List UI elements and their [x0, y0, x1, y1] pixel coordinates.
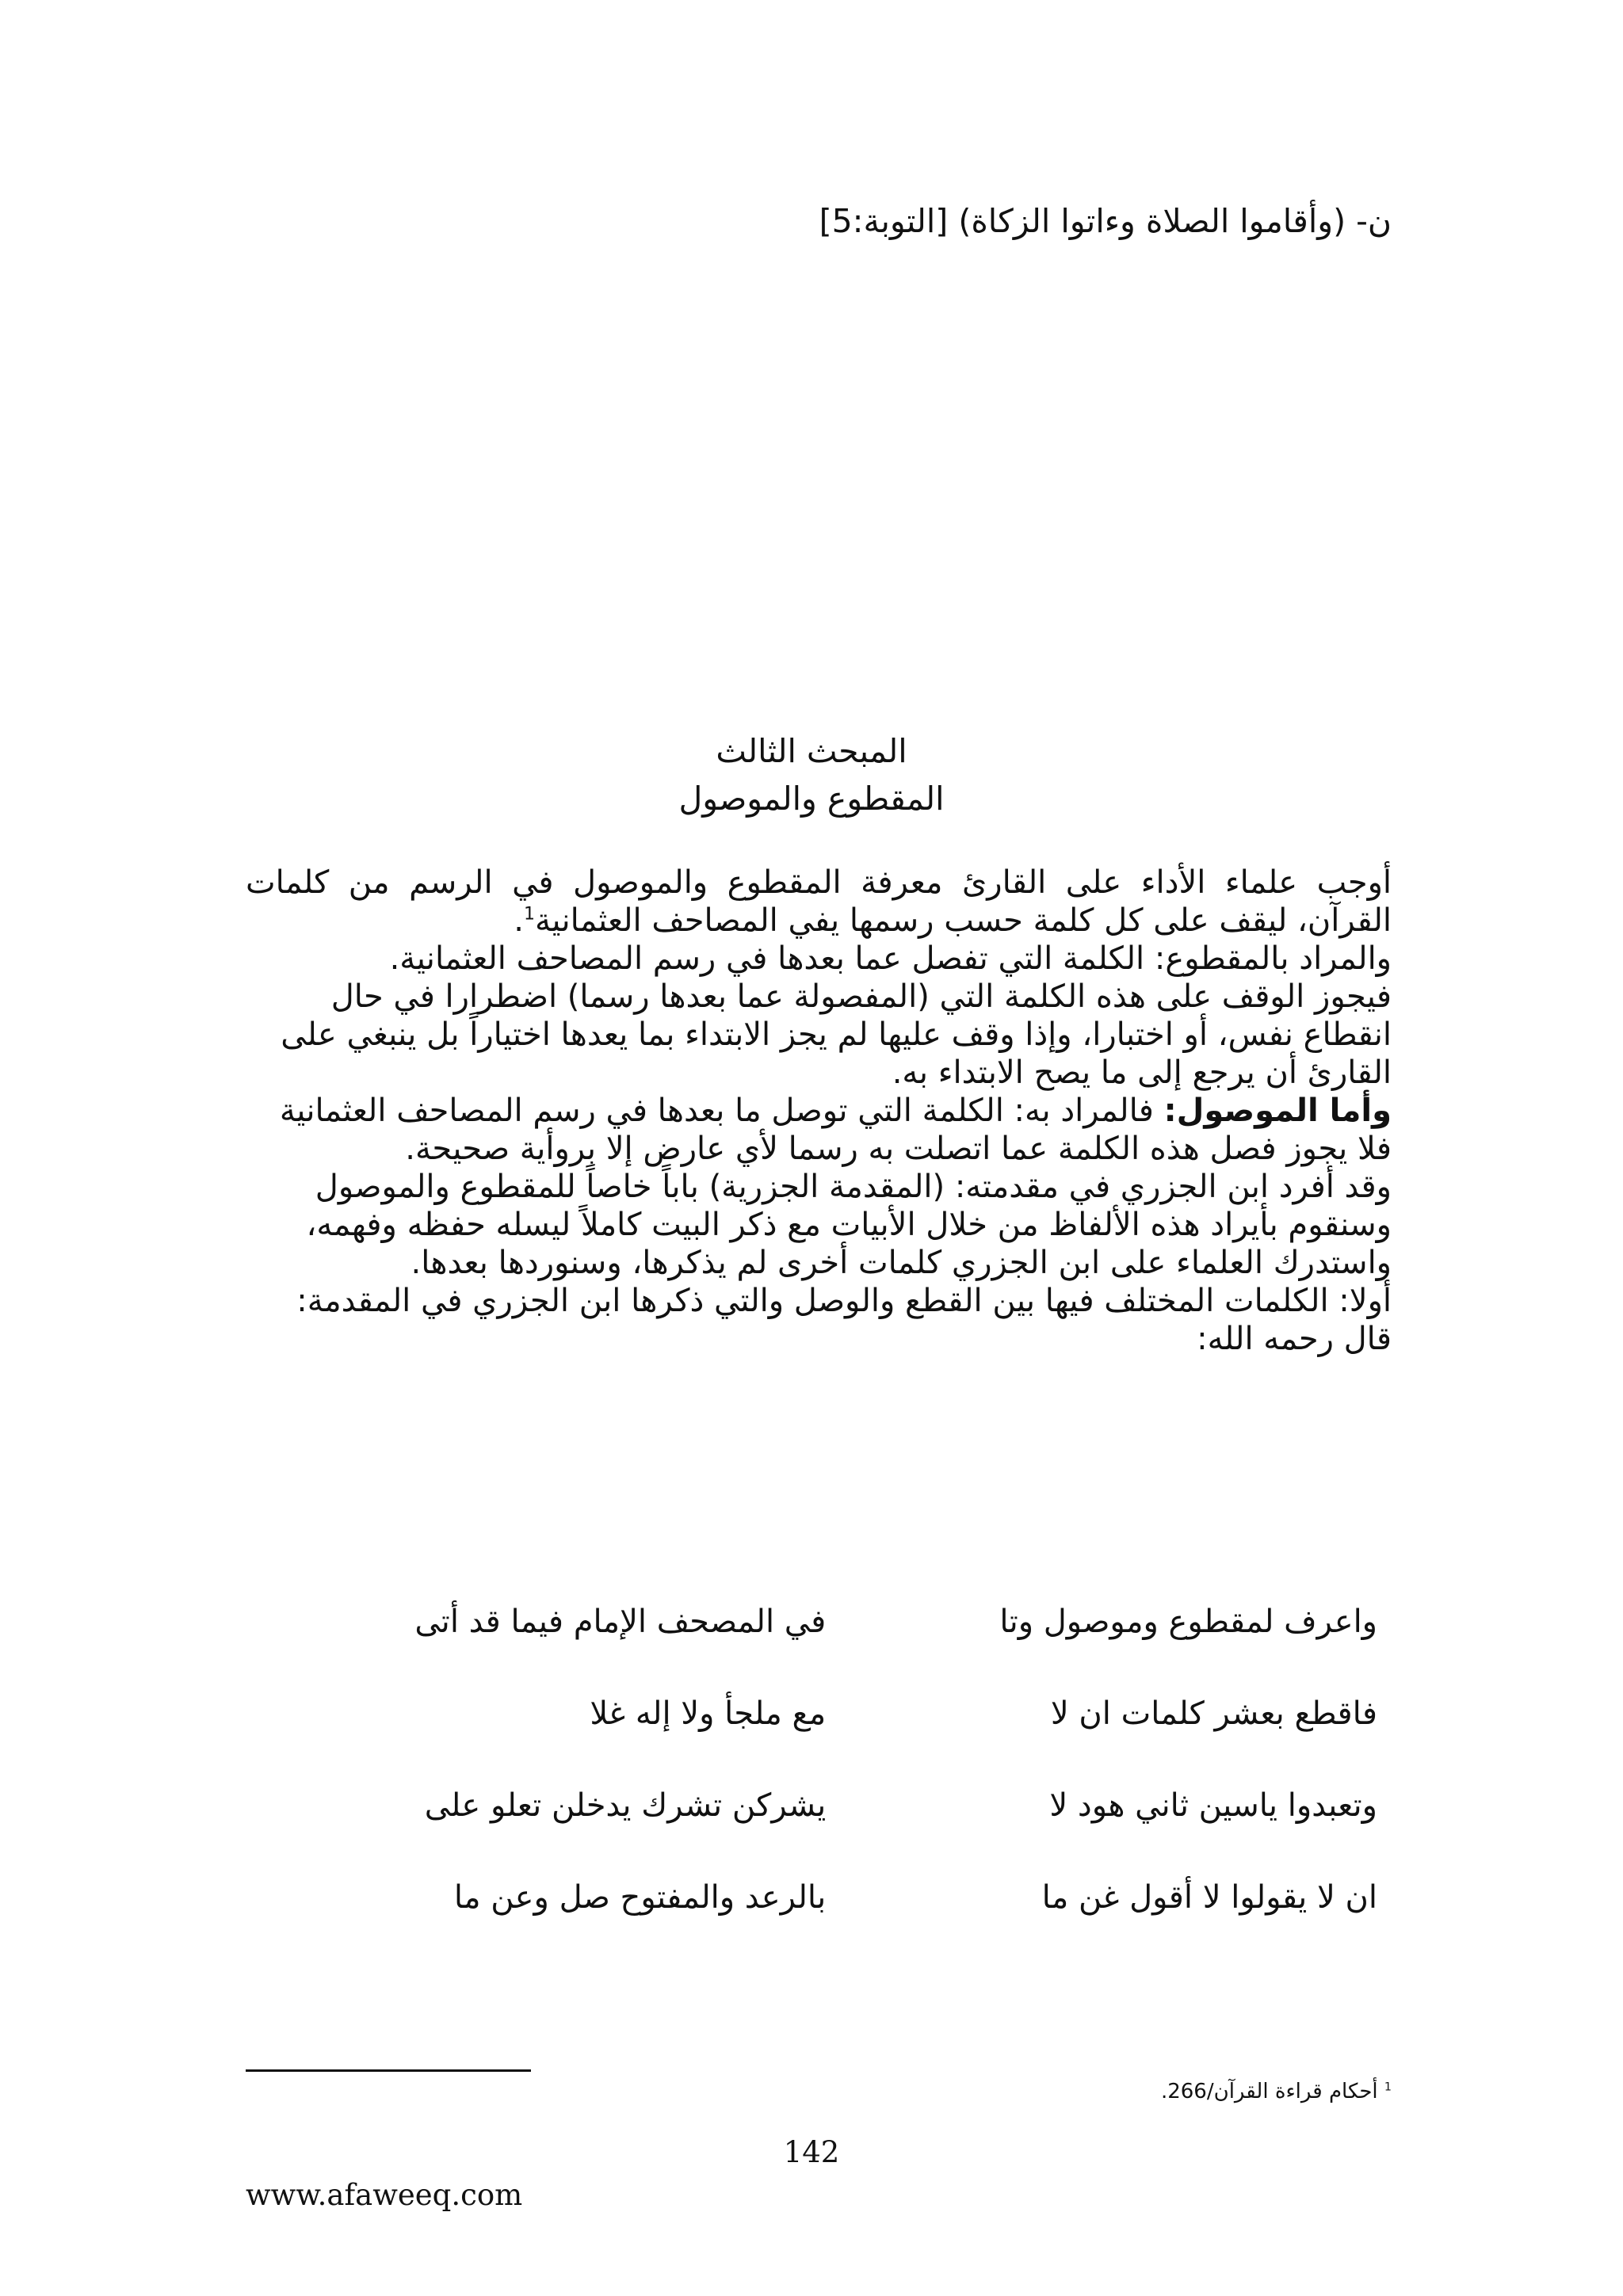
verse-row	[317, 1602, 1377, 1694]
paragraph-mawsul-definition	[246, 1092, 1392, 1168]
verse-second-hemistich: بالرعد والمفتوح صل وعن ما	[453, 1879, 827, 1916]
paragraph-intro	[246, 864, 1392, 940]
top-line-verse-reference: ن- (وأقاموا الصلاة وءاتوا الزكاة) [التوبة:5]	[819, 202, 1392, 240]
mawsul-lead-term: وأما الموصول:	[1163, 1093, 1392, 1129]
paragraph-maqtu-definition: والمراد بالمقطوع: الكلمة التي تفصل عما بعدها في رسم المصاحف العثمانية.	[389, 940, 1392, 977]
verse-second-hemistich: مع ملجأ ولا إله غلا	[590, 1695, 827, 1732]
footnote-mark: 1	[1384, 2081, 1392, 2094]
paragraph-waqf-rule: فيجوز الوقف على هذه الكلمة التي (المفصولة عما بعدها رسما) اضطرارا في حال انقطاع نفس، أو اختبارا، وإذا وقف عليها لم يجز الابتداء بما يعدها اختياراً بل ينبغي على القارئ أن يرجع إلى ما يصح الابتداء به.	[281, 978, 1392, 1091]
verse-row	[317, 1694, 1377, 1786]
paragraph-intro-text: أوجب علماء الأداء على القارئ معرفة المقطوع والموصول في الرسم من كلمات القرآن، ليقف على كل كلمة حسب رسمها يفي المصاحف العثمانية	[246, 864, 1392, 939]
section-heading	[246, 727, 1377, 822]
footnote-reference-mark: 1	[523, 904, 535, 925]
verse-row	[317, 1878, 1377, 1970]
page-number: 142	[783, 2135, 840, 2169]
verse-second-hemistich: في المصحف الإمام فيما قد أتى	[414, 1604, 827, 1640]
verse-row	[317, 1786, 1377, 1878]
verse-first-hemistich: فاقطع بعشر كلمات ان لا	[1050, 1695, 1377, 1732]
paragraph-ibn-jazari: وقد أفرد ابن الجزري في مقدمته: (المقدمة الجزرية) باباً خاصاً للمقطوع والموصول وسنقوم بأيراد هذه الألفاظ من خلال الأبيات مع ذكر البيت كاملاً ليسله حفظه وفهمه، واستدرك العلماء على ابن الجزري كلمات أخرى لم يذكرها، وسنوردها بعدها.	[306, 1169, 1392, 1281]
verse-first-hemistich: ان لا يقولوا لا أقول غن ما	[1041, 1879, 1377, 1916]
mawsul-definition-text: فالمراد به: الكلمة التي توصل ما بعدها في رسم المصاحف العثمانية فلا يجوز فصل هذه الكلمة عما اتصلت به رسما لأي عارض إلا بروأية صحيحة.	[279, 1093, 1392, 1167]
footnote-text: أحكام قراءة القرآن/266.	[1160, 2080, 1378, 2103]
paragraph-first-category: أولا: الكلمات المختلف فيها بين القطع والوصل والتي ذكرها ابن الجزري في المقدمة:	[296, 1283, 1392, 1319]
verse-first-hemistich: وتعبدوا ياسين ثاني هود لا	[1049, 1787, 1377, 1824]
poem-verses	[317, 1602, 1377, 1970]
section-heading-line-1: المبحث الثالث	[716, 732, 907, 770]
body-text	[246, 864, 1392, 1358]
verse-intro: قال رحمه الله:	[1197, 1321, 1392, 1357]
footnote	[246, 2076, 1392, 2107]
section-heading-line-2: المقطوع والموصول	[678, 780, 945, 818]
footnote-separator	[246, 2069, 531, 2072]
verse-first-hemistich: واعرف لمقطوع وموصول وتا	[999, 1604, 1377, 1640]
paragraph-intro-end: .	[514, 902, 524, 939]
website-url: www.afaweeq.com	[246, 2178, 523, 2212]
verse-second-hemistich: يشركن تشرك يدخلن تعلو على	[424, 1787, 827, 1824]
